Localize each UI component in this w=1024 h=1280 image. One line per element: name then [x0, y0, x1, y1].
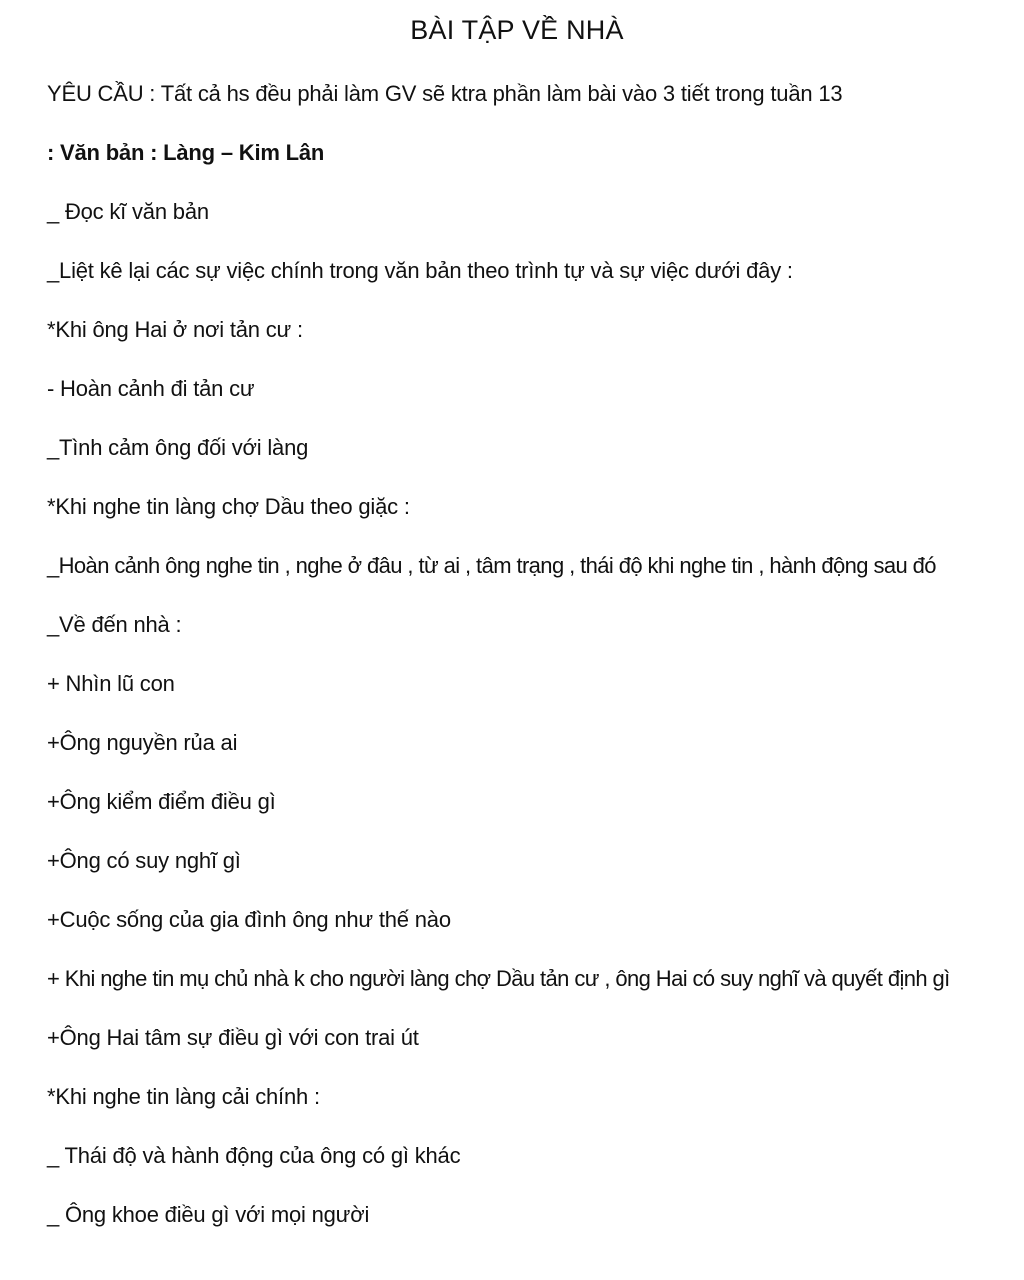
task-line: _Liệt kê lại các sự việc chính trong văn bản theo trình tự và sự việc dưới đây :	[47, 258, 793, 283]
question-line: _ Ông khoe điều gì với mọi người	[47, 1202, 370, 1227]
requirement-line: YÊU CẦU : Tất cả hs đều phải làm GV sẽ ktra phần làm bài vào 3 tiết trong tuần 13	[47, 81, 843, 106]
question-line: _Về đến nhà :	[47, 612, 182, 637]
question-line: _Hoàn cảnh ông nghe tin , nghe ở đâu , từ ai , tâm trạng , thái độ khi nghe tin , hành động sau đó	[47, 553, 936, 578]
question-line: _Tình cảm ông đối với làng	[47, 435, 309, 460]
assignment-lines	[47, 76, 1007, 1256]
question-line: +Ông có suy nghĩ gì	[47, 848, 241, 873]
question-line: +Ông Hai tâm sự điều gì với con trai út	[47, 1025, 419, 1050]
question-line: - Hoàn cảnh đi tản cư	[47, 376, 255, 401]
question-line: + Nhìn lũ con	[47, 671, 175, 696]
section-heading: *Khi nghe tin làng cải chính :	[47, 1084, 320, 1109]
section-heading: *Khi nghe tin làng chợ Dầu theo giặc :	[47, 494, 410, 519]
question-line: +Ông kiểm điểm điều gì	[47, 789, 276, 814]
page-title: BÀI TẬP VỀ NHÀ	[410, 15, 624, 45]
task-line: _ Đọc kĩ văn bản	[47, 199, 209, 224]
question-line: +Ông nguyền rủa ai	[47, 730, 238, 755]
question-line: +Cuộc sống của gia đình ông như thế nào	[47, 907, 451, 932]
text-source-heading: : Văn bản : Làng – Kim Lân	[47, 140, 325, 165]
section-heading: *Khi ông Hai ở nơi tản cư :	[47, 317, 303, 342]
question-line: _ Thái độ và hành động của ông có gì khác	[47, 1143, 461, 1168]
question-line: + Khi nghe tin mụ chủ nhà k cho người làng chợ Dầu tản cư , ông Hai có suy nghĩ và quyết định gì	[47, 966, 950, 991]
